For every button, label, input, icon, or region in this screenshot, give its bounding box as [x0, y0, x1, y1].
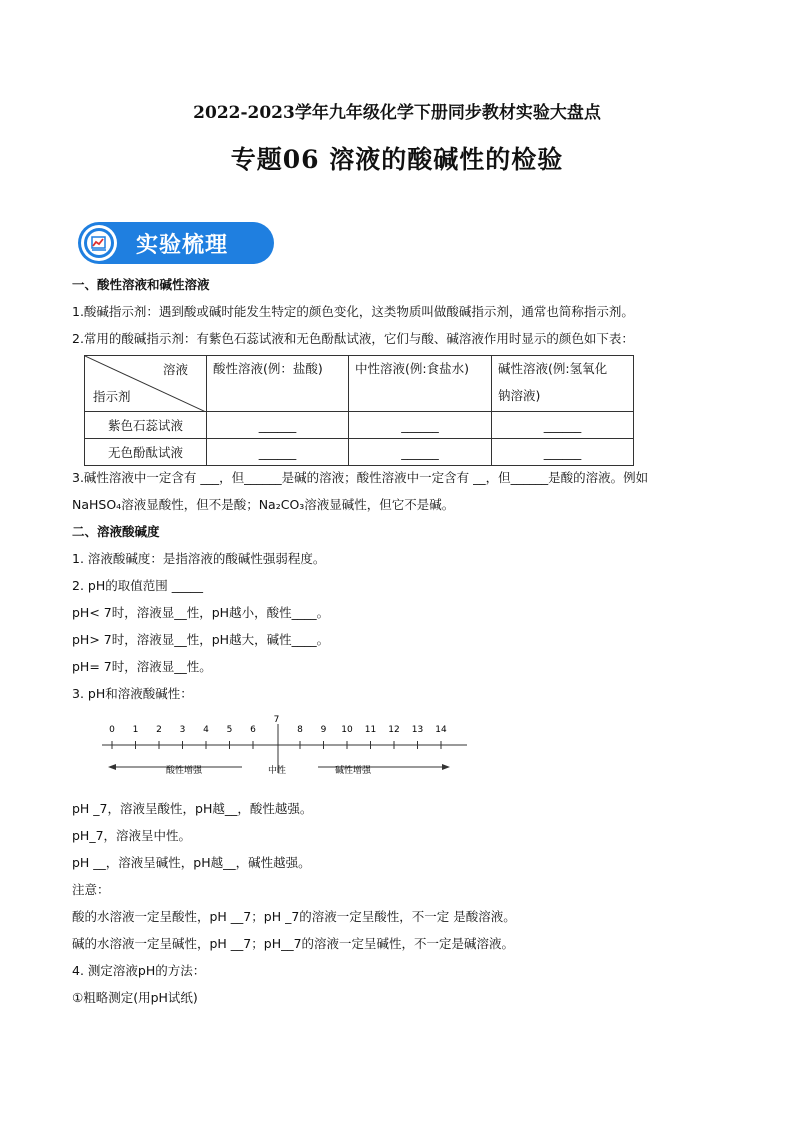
note-label: 注意：	[72, 882, 110, 897]
ph-tick-label: 0	[109, 725, 115, 735]
paragraph: pH_7，溶液呈中性。	[72, 828, 192, 843]
paragraph: pH _7，溶液呈酸性，pH越__，酸性越强。	[72, 801, 313, 816]
answer-blank: ______	[401, 444, 439, 460]
document-title: 专题06 溶液的酸碱性的检验	[230, 145, 564, 174]
acid-label: 酸性增强	[165, 766, 203, 776]
table-corner-cell	[85, 356, 207, 412]
paragraph: 4. 测定溶液pH的方法：	[72, 963, 206, 978]
ph-tick-label: 8	[297, 725, 303, 735]
answer-blank: ______	[258, 417, 297, 433]
section-banner	[78, 222, 274, 264]
ph-tick-label: 2	[156, 725, 162, 735]
paragraph: 3. pH和溶液酸碱性：	[72, 686, 193, 701]
paragraph: pH= 7时，溶液显__性。	[72, 659, 212, 674]
ph-tick-label: 6	[250, 725, 256, 735]
ph-scale-diagram	[0, 710, 794, 785]
paragraph: pH< 7时，溶液显__性，pH越小，酸性____。	[72, 605, 330, 620]
paragraph: pH> 7时，溶液显__性，pH越大，碱性____。	[72, 632, 330, 647]
ph-tick-label: 7	[273, 715, 280, 725]
table-row-label: 紫色石蕊试液	[85, 412, 207, 439]
base-label: 碱性增强	[334, 766, 372, 776]
ph-tick-label: 9	[320, 725, 327, 735]
paragraph: 1.酸碱指示剂：遇到酸或碱时能发生特定的颜色变化，这类物质叫做酸碱指示剂，通常也简称指示剂。	[72, 304, 634, 319]
ph-tick-label: 14	[435, 725, 447, 735]
table-corner-bottom: 指示剂	[93, 389, 131, 404]
table-corner-top: 溶液	[163, 362, 189, 377]
table-row-label: 无色酚酞试液	[85, 439, 207, 466]
paragraph: 碱的水溶液一定呈碱性，pH __7；pH__7的溶液一定呈碱性，不一定是碱溶液。	[72, 936, 515, 951]
chart-icon	[81, 225, 117, 261]
table-header: 酸性溶液(例：盐酸)	[213, 361, 323, 376]
ph-tick-label: 13	[411, 725, 424, 735]
banner-label: 实验梳理	[136, 233, 229, 258]
paragraph: 3.碱性溶液中一定含有 ___，但______是碱的溶液；酸性溶液中一定含有 __，但______是酸的溶液。例如	[72, 470, 649, 485]
ph-tick-label: 4	[203, 725, 209, 735]
neutral-label: 中性	[267, 766, 287, 776]
paragraph: ①粗略测定(用pH试纸)	[72, 990, 198, 1005]
answer-blank: ______	[543, 444, 582, 460]
table-header: 碱性溶液(例:氢氧化	[498, 361, 608, 376]
ph-tick-label: 12	[388, 725, 400, 735]
paragraph: 2. pH的取值范围 _____	[72, 578, 203, 593]
indicator-table	[84, 355, 634, 466]
ph-tick-label: 5	[226, 725, 233, 735]
ph-tick-label: 11	[364, 725, 377, 735]
paragraph: pH __，溶液呈碱性，pH越__，碱性越强。	[72, 855, 311, 870]
paragraph: 1. 溶液酸碱度：是指溶液的酸碱性强弱程度。	[72, 551, 326, 566]
base-arrow-head	[442, 764, 450, 770]
paragraph: NaHSO₄溶液显酸性，但不是酸；Na₂CO₃溶液显碱性，但它不是碱。	[72, 497, 455, 512]
paragraph: 酸的水溶液一定呈酸性，pH __7；pH _7的溶液一定呈酸性，不一定 是酸溶液。	[72, 909, 516, 924]
answer-blank: ______	[258, 444, 297, 460]
ph-tick-label: 10	[341, 725, 353, 735]
section-heading-2: 二、溶液酸碱度	[72, 524, 160, 539]
answer-blank: ______	[401, 417, 439, 433]
table-header: 中性溶液(例:食盐水)	[355, 361, 469, 376]
document-subtitle: 2022-2023学年九年级化学下册同步教材实验大盘点	[193, 103, 601, 123]
section-heading-1: 一、酸性溶液和碱性溶液	[72, 277, 210, 292]
acid-arrow-head	[108, 764, 116, 770]
ph-tick-label: 1	[132, 725, 139, 735]
paragraph: 2.常用的酸碱指示剂：有紫色石蕊试液和无色酚酞试液，它们与酸、碱溶液作用时显示的颜色如下表：	[72, 331, 634, 346]
ph-tick-label: 3	[179, 725, 186, 735]
table-header: 钠溶液)	[498, 388, 541, 403]
answer-blank: ______	[543, 417, 582, 433]
